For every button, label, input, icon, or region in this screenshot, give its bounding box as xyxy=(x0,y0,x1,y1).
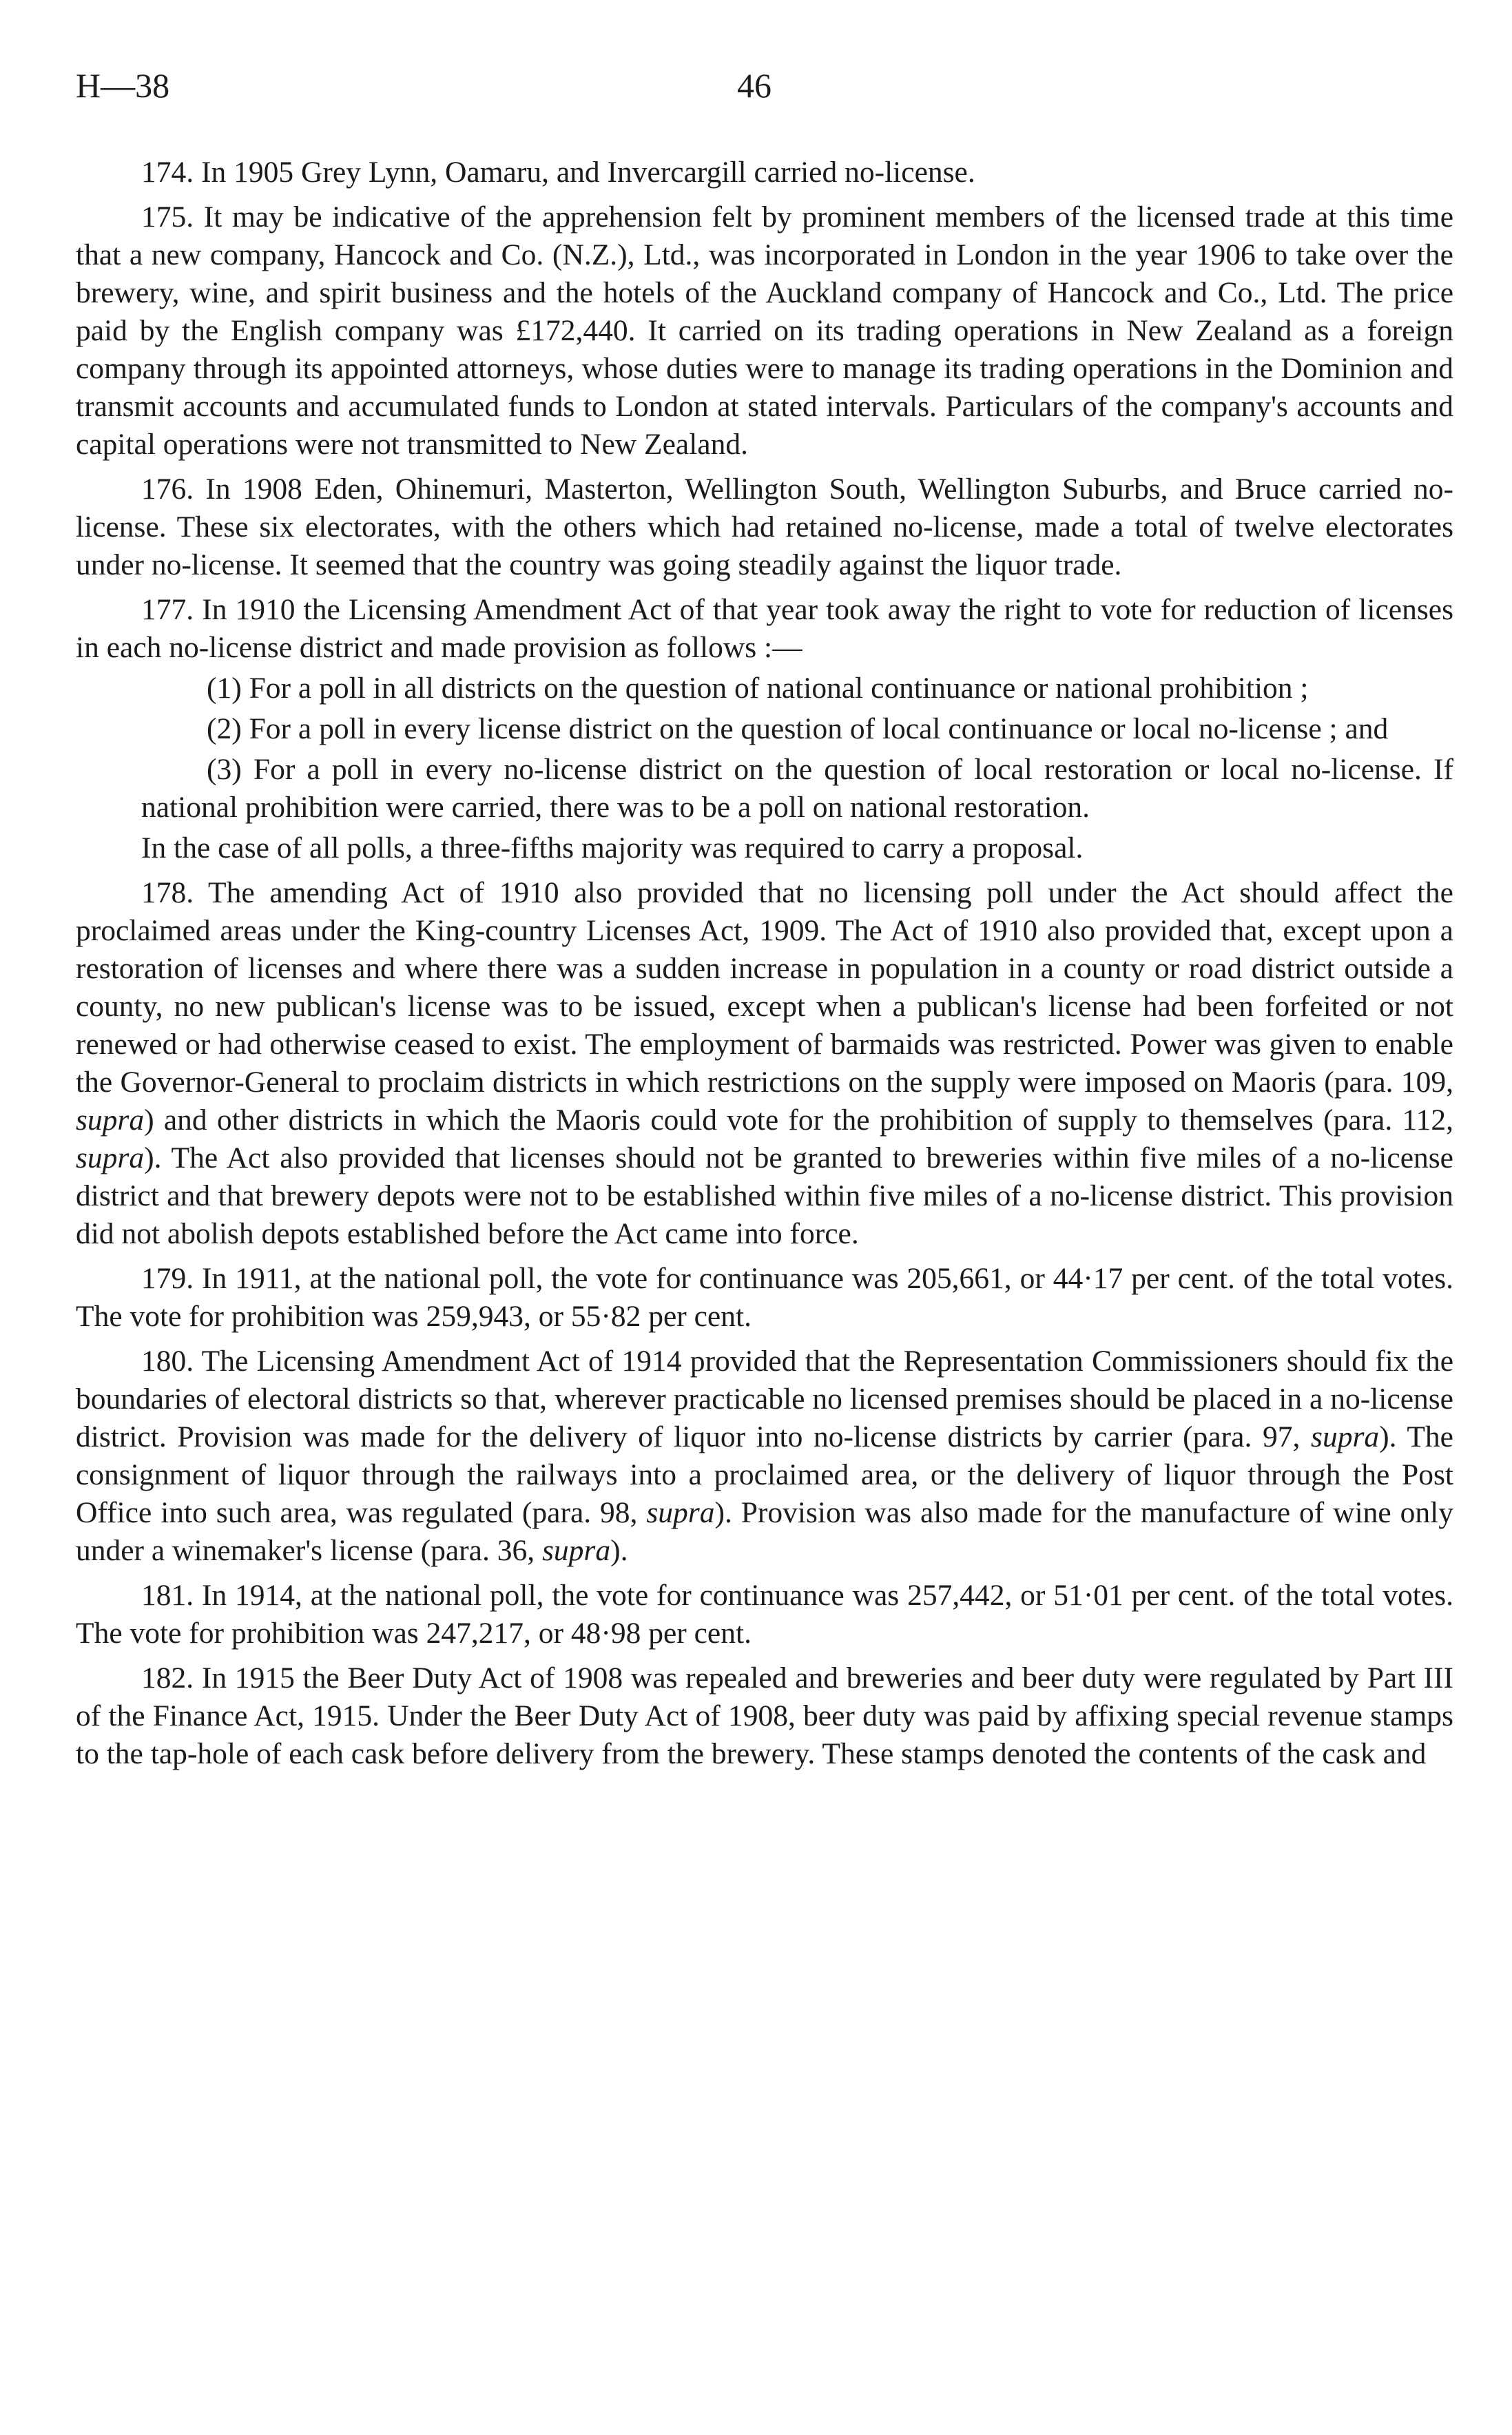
supra-reference: supra xyxy=(646,1496,715,1529)
paragraph-number: 176. xyxy=(141,473,194,506)
paragraph-182 xyxy=(76,1659,1453,1773)
paragraph-number: 180. xyxy=(141,1345,194,1378)
paragraph-177-closing: In the case of all polls, a three-fifths majority was required to carry a proposal. xyxy=(141,831,1084,864)
list-item-2: (2) For a poll in every license district on the question of local continuance or local no-license ; and xyxy=(207,712,1389,745)
paragraph-text: ). Provision was also made for the manufacture of wine only under a winemaker's license (para. 36, xyxy=(76,1496,1453,1567)
paragraph-180 xyxy=(76,1343,1453,1570)
paragraph-178 xyxy=(76,874,1453,1253)
paragraph-number: 181. xyxy=(141,1579,194,1612)
paragraph-175 xyxy=(76,198,1453,464)
paragraph-text: In 1910 the Licensing Amendment Act of that year took away the right to vote for reduction of licenses in each no-license district and made provision as follows :— xyxy=(76,593,1454,664)
paragraph-number: 178. xyxy=(141,876,194,909)
list-item-1: (1) For a poll in all districts on the question of national continuance or national prohibition ; xyxy=(207,672,1309,705)
paragraph-number: 175. xyxy=(141,200,194,234)
paragraph-text: ). The consignment of liquor through the railways into a proclaimed area, or the delivery of liquor through the Post Office into such area, was regulated (para. 98, xyxy=(76,1420,1453,1529)
paragraph-number: 182. xyxy=(141,1661,194,1695)
paragraph-text: ). xyxy=(610,1534,628,1567)
page-number: 46 xyxy=(737,66,771,105)
paragraph-number: 179. xyxy=(141,1262,194,1295)
body-text xyxy=(76,154,1453,1773)
paragraph-176 xyxy=(76,470,1453,584)
paragraph-text: It may be indicative of the apprehension felt by prominent members of the licensed trade at this time that a new company, Hancock and Co. (N.Z.), Ltd., was incorporated in London in the year 1906 to take over the brewery, wine, and spirit business and the hotels of the Auckland company of Hancock and Co., Ltd. The price paid by the English company was £172,440. It carried on its trading operations in New Zealand as a foreign company through its appointed attorneys, whose duties were to manage its trading operations in the Dominion and transmit accounts and accumulated funds to London at stated intervals. Particulars of the company's accounts and capital operations were not transmitted to New Zealand. xyxy=(76,200,1454,461)
page-header xyxy=(76,65,1453,121)
paragraph-text: In 1914, at the national poll, the vote for continuance was 257,442, or 51·01 per cent. of the total votes. The vote for prohibition was 247,217, or 48·98 per cent. xyxy=(76,1579,1454,1650)
paragraph-number: 174. xyxy=(141,156,194,189)
paragraph-text: ). The Act also provided that licenses should not be granted to breweries within five miles of a no-license district and that brewery depots were not to be established within five miles of a no-license district. This provision did not abolish depots established before the Act came into force. xyxy=(76,1141,1453,1250)
supra-reference: supra xyxy=(1311,1420,1380,1453)
paragraph-179 xyxy=(76,1260,1453,1336)
paragraph-text: In 1911, at the national poll, the vote for continuance was 205,661, or 44·17 per cent. of the total votes. The vote for prohibition was 259,943, or 55·82 per cent. xyxy=(76,1262,1453,1333)
list-item-3: (3) For a poll in every no-license district on the question of local restoration or local no-license. If national prohibition were carried, there was to be a poll on national restoration. xyxy=(141,753,1453,824)
paragraph-text: ) and other districts in which the Maoris could vote for the prohibition of supply to themselves (para. 112, xyxy=(144,1103,1453,1137)
document-reference: H—38 xyxy=(76,66,170,105)
paragraph-174 xyxy=(76,154,1453,191)
document-page xyxy=(76,65,1453,1780)
paragraph-text: In 1915 the Beer Duty Act of 1908 was repealed and breweries and beer duty were regulated by Part III of the Finance Act, 1915. Under the Beer Duty Act of 1908, beer duty was paid by affixing special revenue stamps to the tap-hole of each cask before delivery from the brewery. These stamps denoted the contents of the cask and xyxy=(76,1661,1453,1770)
paragraph-text: The Licensing Amendment Act of 1914 provided that the Representation Commissioners should fix the boundaries of electoral districts so that, wherever practicable no licensed premises should be placed in a no-license district. Provision was made for the delivery of liquor into no-license districts by carrier (para. 97, xyxy=(76,1345,1453,1453)
paragraph-181 xyxy=(76,1577,1453,1652)
paragraph-177 xyxy=(76,591,1453,667)
supra-reference: supra xyxy=(76,1103,145,1137)
paragraph-text: In 1905 Grey Lynn, Oamaru, and Invercargill carried no-license. xyxy=(201,156,975,189)
paragraph-number: 177. xyxy=(141,593,194,626)
paragraph-text: The amending Act of 1910 also provided that no licensing poll under the Act should affect the proclaimed areas under the King-country Licenses Act, 1909. The Act of 1910 also provided that, except upon a restoration of licenses and where there was a sudden increase in population in a county or road district outside a county, no new publican's license was to be issued, except when a publican's license had been forfeited or not renewed or had otherwise ceased to exist. The employment of barmaids was restricted. Power was given to enable the Governor-General to proclaim districts in which restrictions on the supply were imposed on Maoris (para. 109, xyxy=(76,876,1453,1099)
paragraph-text: In 1908 Eden, Ohinemuri, Masterton, Wellington South, Wellington Suburbs, and Bruce carried no-license. These six electorates, with the others which had retained no-license, made a total of twelve electorates under no-license. It seemed that the country was going steadily against the liquor trade. xyxy=(76,473,1453,581)
supra-reference: supra xyxy=(541,1534,611,1567)
supra-reference: supra xyxy=(76,1141,145,1174)
